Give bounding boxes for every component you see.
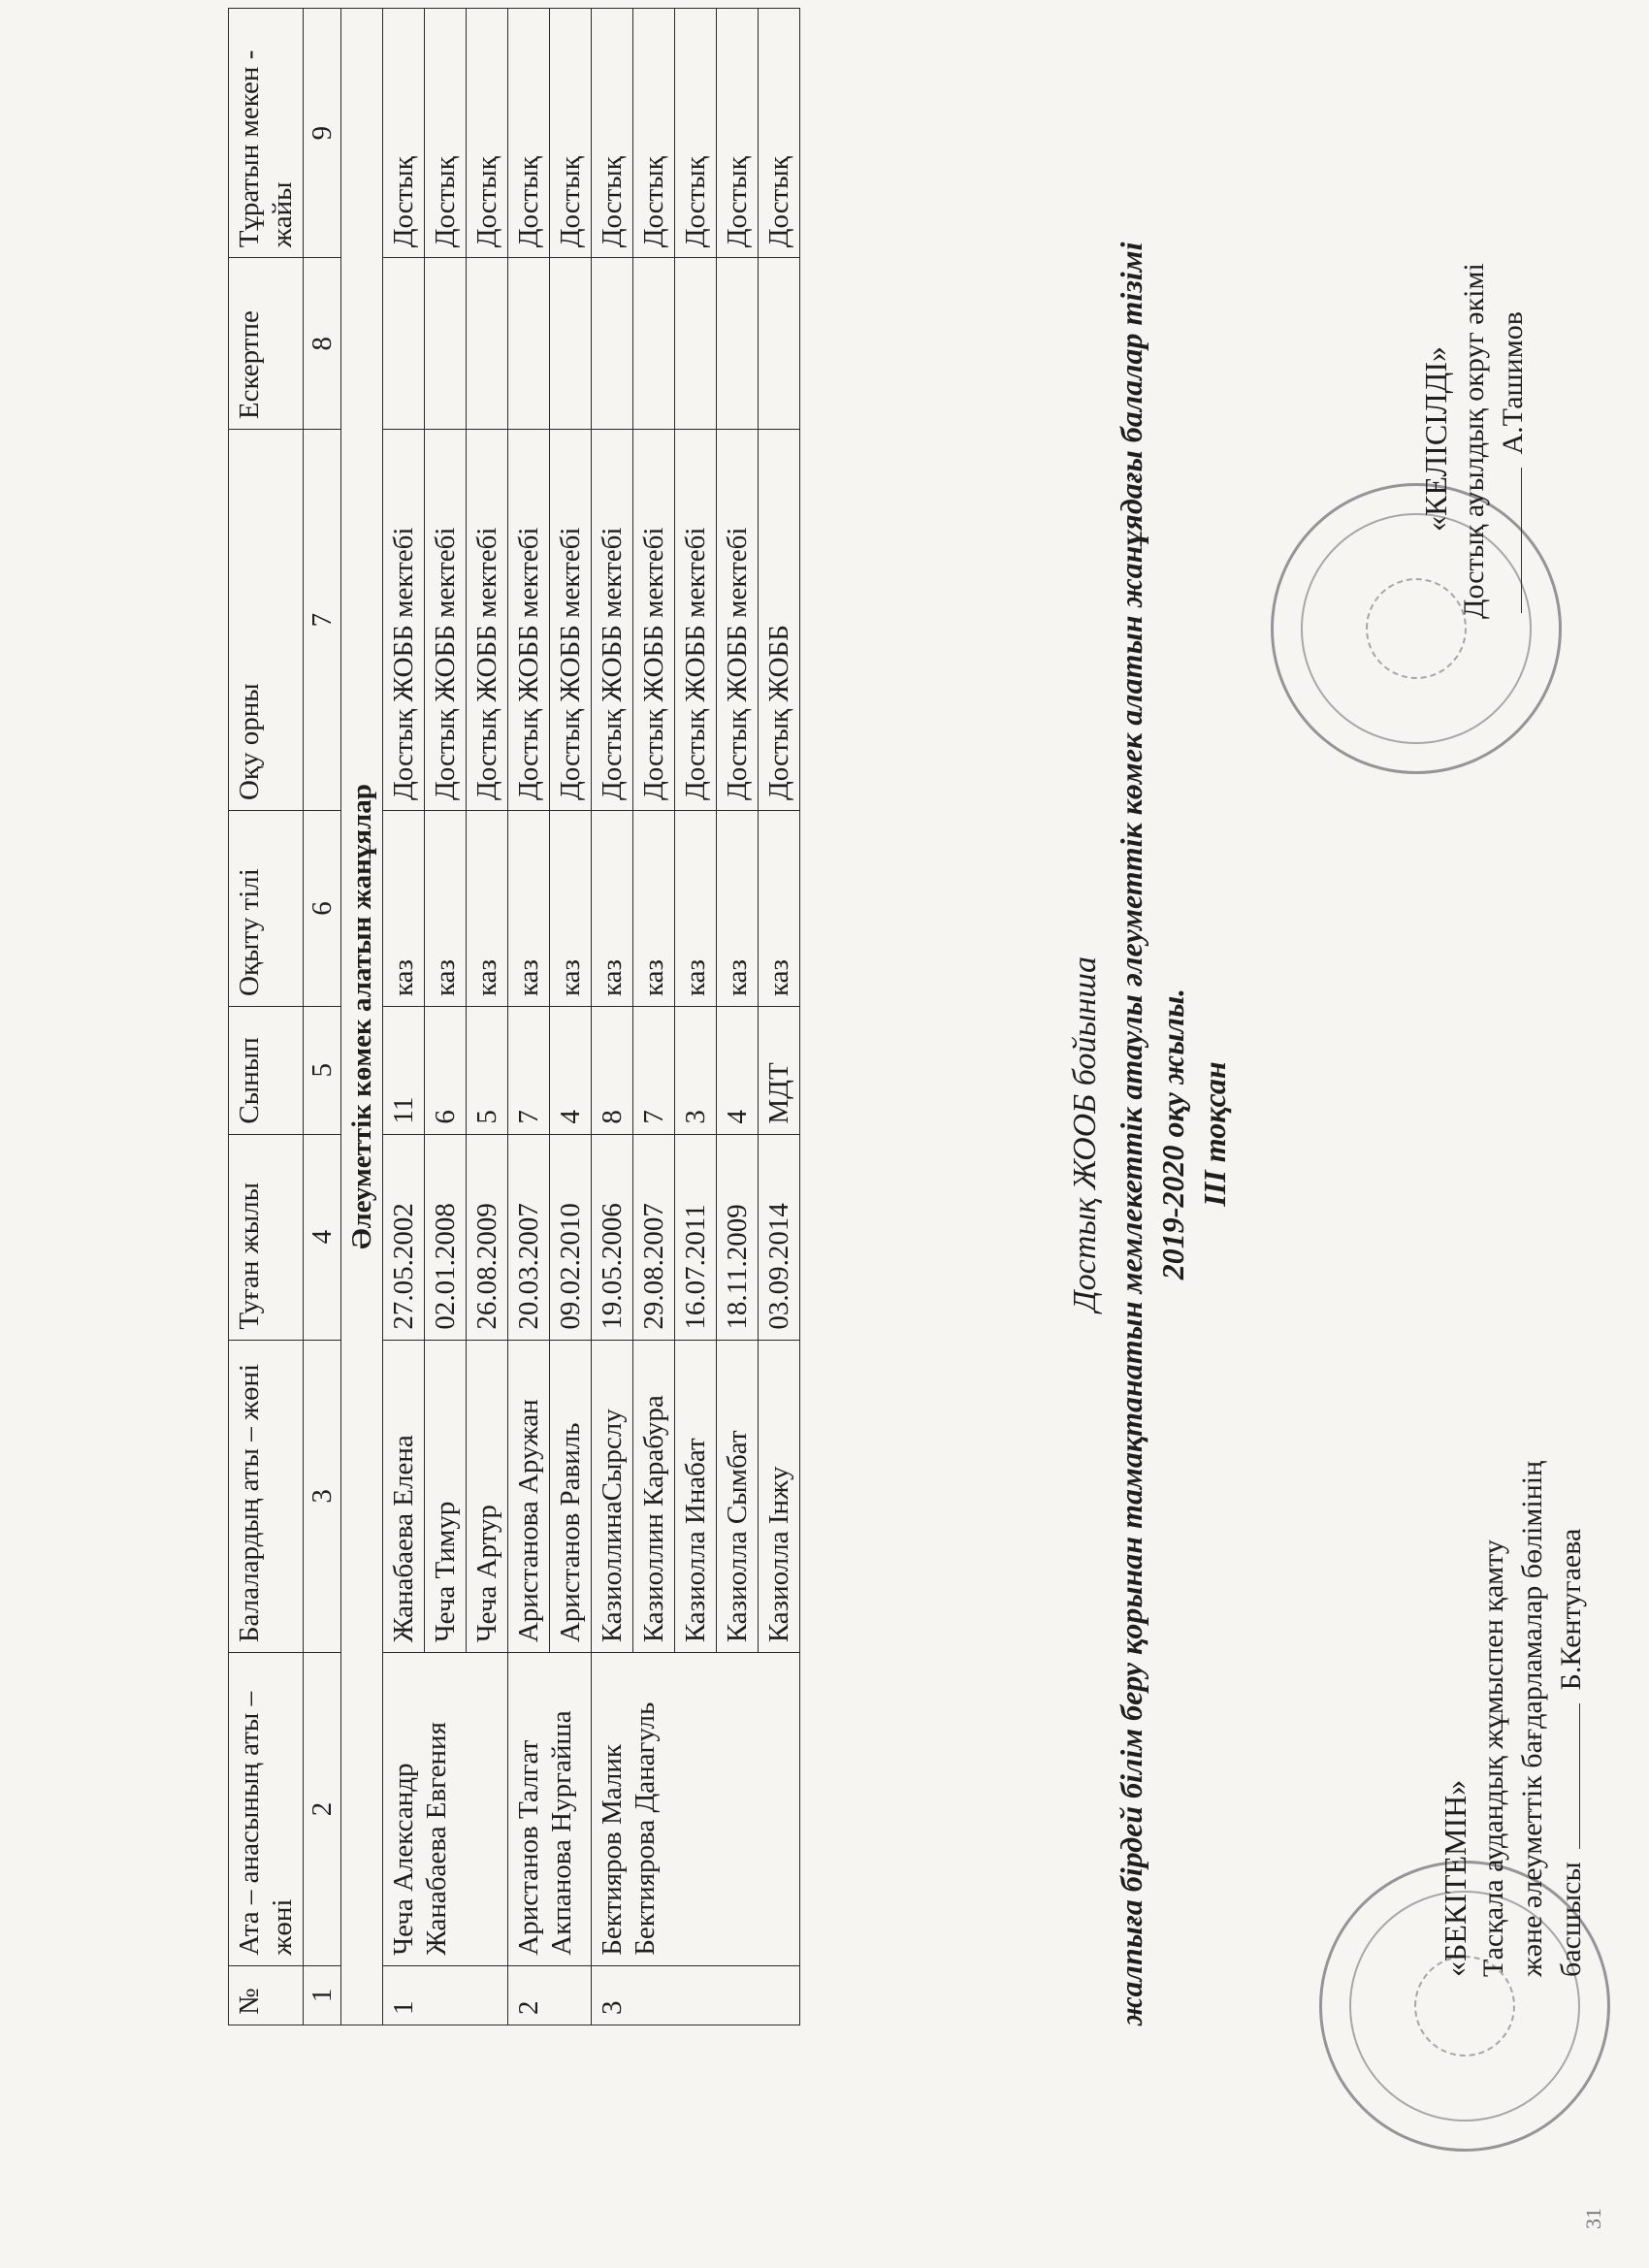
language: каз bbox=[633, 811, 675, 1007]
school: Достық ЖОББ мектебі bbox=[550, 430, 592, 811]
language: каз bbox=[759, 811, 800, 1007]
note bbox=[759, 258, 800, 430]
birth-date: 26.08.2009 bbox=[467, 1134, 508, 1340]
header-cell: Сынып bbox=[229, 1006, 304, 1134]
table-row bbox=[383, 9, 425, 2025]
language: каз bbox=[508, 811, 550, 1007]
parents-cell bbox=[592, 1653, 800, 1966]
school: Достық ЖОББ мектебі bbox=[592, 430, 633, 811]
address: Достық bbox=[633, 9, 675, 258]
children-list-table bbox=[228, 8, 800, 2025]
table-body bbox=[383, 9, 800, 2025]
approval-block bbox=[1436, 1461, 1591, 1977]
language: каз bbox=[383, 811, 425, 1007]
document-subtitle: жалпыға бірдей білім беру қорынан тамақтанатын мемлекеттік атаулы әлеуметтік көмек алатын жанұядағы балалар тізімі bbox=[1114, 242, 1148, 2026]
header-cell: Ескертпе bbox=[229, 258, 304, 430]
header-cell: Ата – анасының аты – жөні bbox=[229, 1653, 304, 1966]
grade: МДТ bbox=[759, 1006, 800, 1134]
note bbox=[675, 258, 717, 430]
grade: 3 bbox=[675, 1006, 717, 1134]
address: Достық bbox=[759, 9, 800, 258]
agreement-signer: А.Ташимов bbox=[1497, 311, 1529, 455]
child-name: КазиоллинаСырслу bbox=[592, 1340, 633, 1653]
family-number: 3 bbox=[592, 1965, 800, 2025]
column-number: 6 bbox=[304, 811, 341, 1007]
address: Достық bbox=[467, 9, 508, 258]
parent-name: Аристанов Талгат bbox=[513, 1739, 544, 1956]
school: Достық ЖОББ мектебі bbox=[675, 430, 717, 811]
signature-line bbox=[1521, 468, 1522, 613]
note bbox=[717, 258, 759, 430]
child-name: Аристанова Аружан bbox=[508, 1340, 550, 1653]
address: Достық bbox=[550, 9, 592, 258]
signature-line bbox=[1579, 1703, 1580, 1849]
agreement-line-2 bbox=[1494, 263, 1533, 619]
parent-name: Чеча Александр bbox=[388, 1763, 419, 1956]
header-cell: Оқыту тілі bbox=[229, 811, 304, 1007]
document-title: Достық ЖООБ бойынша bbox=[1067, 956, 1103, 1312]
column-number-row bbox=[304, 9, 341, 2025]
column-number: 7 bbox=[304, 430, 341, 811]
header-cell: № bbox=[229, 1965, 304, 2025]
address: Достық bbox=[383, 9, 425, 258]
approval-line-3 bbox=[1552, 1461, 1591, 1977]
column-number: 9 bbox=[304, 9, 341, 258]
school-year: 2019-2020 оқу жылы. bbox=[1155, 988, 1190, 1280]
parent-name: Бектияров Малик bbox=[597, 1744, 628, 1956]
child-name: Жанабаева Елена bbox=[383, 1340, 425, 1653]
parent-name: Бектиярова Данагуль bbox=[630, 1701, 661, 1956]
address: Достық bbox=[592, 9, 633, 258]
grade: 6 bbox=[425, 1006, 467, 1134]
column-number: 1 bbox=[304, 1965, 341, 2025]
grade: 7 bbox=[633, 1006, 675, 1134]
school: Достық ЖОББ bbox=[759, 430, 800, 811]
page-number: 31 bbox=[1581, 2208, 1605, 2229]
address: Достық bbox=[425, 9, 467, 258]
grade: 5 bbox=[467, 1006, 508, 1134]
column-number: 4 bbox=[304, 1134, 341, 1340]
agreement-title: «КЕЛІСІЛДІ» bbox=[1418, 345, 1453, 532]
grade: 8 bbox=[592, 1006, 633, 1134]
column-number: 2 bbox=[304, 1653, 341, 1966]
agreement-line-1: Достық ауылдық округ әкімі bbox=[1458, 263, 1490, 619]
birth-date: 20.03.2007 bbox=[508, 1134, 550, 1340]
language: каз bbox=[550, 811, 592, 1007]
family-number: 1 bbox=[383, 1965, 508, 2025]
section-row bbox=[341, 9, 383, 2025]
school: Достық ЖОББ мектебі bbox=[467, 430, 508, 811]
child-name: Чеча Артур bbox=[467, 1340, 508, 1653]
address: Достық bbox=[717, 9, 759, 258]
child-name: Казиоллин Карабура bbox=[633, 1340, 675, 1653]
language: каз bbox=[675, 811, 717, 1007]
header-cell: Балалардың аты – жөні bbox=[229, 1340, 304, 1653]
header-cell: Оқу орны bbox=[229, 430, 304, 811]
note bbox=[633, 258, 675, 430]
birth-date: 09.02.2010 bbox=[550, 1134, 592, 1340]
approval-line-2: және әлеуметтік бағдарламалар бөлімінің bbox=[1516, 1460, 1548, 1977]
note bbox=[550, 258, 592, 430]
grade: 4 bbox=[717, 1006, 759, 1134]
note bbox=[425, 258, 467, 430]
approval-position: басшысы bbox=[1555, 1862, 1587, 1977]
child-name: Аристанов Равиль bbox=[550, 1340, 592, 1653]
grade: 4 bbox=[550, 1006, 592, 1134]
birth-date: 03.09.2014 bbox=[759, 1134, 800, 1340]
family-number: 2 bbox=[508, 1965, 592, 2025]
parent-name: Акпанова Нургайша bbox=[546, 1710, 577, 1956]
birth-date: 27.05.2002 bbox=[383, 1134, 425, 1340]
quarter: ІІІ тоқсан bbox=[1197, 1061, 1232, 1207]
document-title-block bbox=[1067, 0, 1233, 2268]
approval-signer: Б.Кентугаева bbox=[1555, 1528, 1587, 1691]
birth-date: 16.07.2011 bbox=[675, 1134, 717, 1340]
note bbox=[592, 258, 633, 430]
school: Достық ЖОББ мектебі bbox=[508, 430, 550, 811]
grade: 7 bbox=[508, 1006, 550, 1134]
school: Достық ЖОББ мектебі bbox=[425, 430, 467, 811]
note bbox=[508, 258, 550, 430]
language: каз bbox=[592, 811, 633, 1007]
school: Достық ЖОББ мектебі bbox=[633, 430, 675, 811]
address: Достық bbox=[675, 9, 717, 258]
table-header-row bbox=[229, 9, 304, 2025]
grade: 11 bbox=[383, 1006, 425, 1134]
approval-title: «БЕКІТЕМІН» bbox=[1438, 1779, 1472, 1977]
language: каз bbox=[717, 811, 759, 1007]
birth-date: 29.08.2007 bbox=[633, 1134, 675, 1340]
birth-date: 19.05.2006 bbox=[592, 1134, 633, 1340]
note bbox=[467, 258, 508, 430]
table-row bbox=[592, 9, 633, 2025]
language: каз bbox=[467, 811, 508, 1007]
language: каз bbox=[425, 811, 467, 1007]
child-name: Казиолла Инабат bbox=[675, 1340, 717, 1653]
header-cell: Туған жылы bbox=[229, 1134, 304, 1340]
approval-line-1: Тасқала аудандық жұмыспен қамту bbox=[1477, 1539, 1509, 1977]
child-name: Казиолла Сымбат bbox=[717, 1340, 759, 1653]
school: Достық ЖОББ мектебі bbox=[383, 430, 425, 811]
header-cell: Тұратын мекен - жайы bbox=[229, 9, 304, 258]
birth-date: 02.01.2008 bbox=[425, 1134, 467, 1340]
column-number: 3 bbox=[304, 1340, 341, 1653]
column-number: 5 bbox=[304, 1006, 341, 1134]
agreement-block bbox=[1416, 263, 1533, 619]
child-name: Чеча Тимур bbox=[425, 1340, 467, 1653]
address: Достық bbox=[508, 9, 550, 258]
parent-name: Жанабаева Евгения bbox=[421, 1722, 452, 1956]
section-title: Әлеуметтік көмек алатын жанұялар bbox=[341, 9, 383, 2025]
school: Достық ЖОББ мектебі bbox=[717, 430, 759, 811]
parents-cell bbox=[383, 1653, 508, 1966]
column-number: 8 bbox=[304, 258, 341, 430]
child-name: Казиолла Інжу bbox=[759, 1340, 800, 1653]
parents-cell bbox=[508, 1653, 592, 1966]
table-row bbox=[508, 9, 550, 2025]
birth-date: 18.11.2009 bbox=[717, 1134, 759, 1340]
note bbox=[383, 258, 425, 430]
